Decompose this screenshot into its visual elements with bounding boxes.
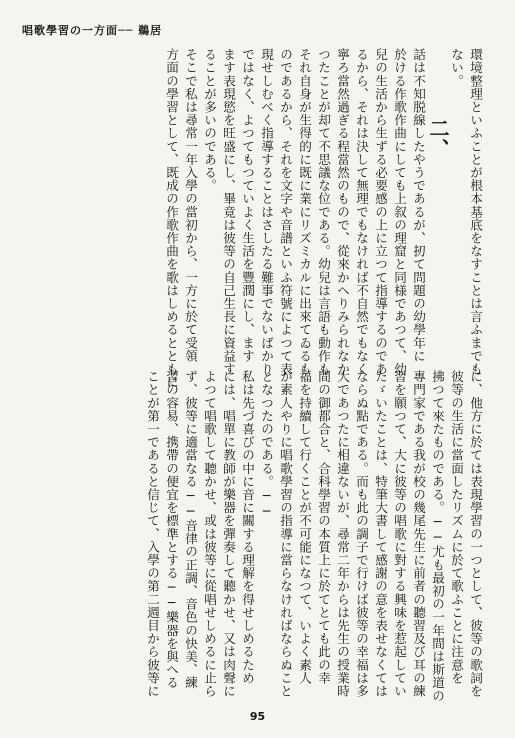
text-column: が素人やりに唱歌學習の指導に當らなければならぬこと [278, 370, 293, 698]
text-column: ことが第一であると信じて、入學の第二週目から彼等に [145, 370, 160, 698]
text-column: に、他方に於ては表現學習の一つとして、彼等の歌詞を [468, 370, 483, 698]
text-column: ず、彼等に適當なる──音律の正調、音色の快美、練 [183, 370, 198, 690]
text-column: 間の御都合と、合科學習の本質上に於てとても此の幸 [316, 370, 331, 685]
text-column: つたことが却て不思議な位である。幼兒は言語も動作も [316, 48, 331, 376]
text-column: 專門家である我が校の幾尾先生に前者の聽習及び耳の練 [411, 370, 426, 698]
text-column: 環境整理といふことが根本基底をなすことは言ふまでも [468, 48, 483, 376]
text-column: 兒の生活から生ずる必要感の上に立つて指導するのであ [373, 48, 388, 376]
text-column: るから、それは決して無理でもなければ不自然でもなく [354, 48, 369, 376]
upper-text-block [162, 48, 485, 389]
text-column: たゞいたことは、特筆大書して感謝の意を表せなくては [373, 370, 388, 698]
text-column: ます表現慾を旺盛にし、畢竟は彼等の自己生長に資益す [221, 48, 236, 376]
text-column: 大であつたに相違ないが、尋常二年からは先生の授業時 [335, 370, 350, 698]
text-column: 方面の學習として、既成の作歌作曲を歌はしめるとともに [164, 48, 179, 389]
lower-text-block [143, 370, 485, 703]
text-column: 習の容易、携帶の便宜を標準とする──樂器を與へる [164, 370, 179, 690]
text-column: 拂つて來たものである。──尤も最初の一年間は斯道の [430, 370, 445, 703]
text-column: 於ける作歌作曲にしても上叙の理窟と同様であつて、幼 [392, 48, 407, 376]
text-column: それ自身が生得的に既に業にリズミカルに出來てゐるも [297, 48, 312, 376]
text-column: には、唱單に教師が樂器を彈奏して聽かせ、又は肉聲に [221, 370, 236, 698]
text-column: ない。 [449, 48, 464, 88]
text-column: 現せしむべく指導することはさしたる難事でないばかり [259, 48, 274, 376]
running-head: 唱歌學習の一方面── 鵜居 [22, 24, 163, 37]
page-number: 95 [249, 710, 266, 723]
text-column: よつて唱歌して聽かせ、或は彼等に從唱せしめるに止ら [202, 370, 217, 698]
text-column: 私は先づ喜びの中に音に關する理解を得せしめるため [240, 370, 255, 685]
text-column: そこで私は尋常一年入學の當初から、一方に於て受領 [183, 48, 198, 363]
section-heading: 二、 [426, 118, 450, 159]
text-column: 話は不知脱線したやうであるが、扨て問題の幼學年に [411, 48, 426, 363]
text-column: ることが多いのである。 [202, 48, 217, 193]
text-column: 福を持續して行くことが不可能になつて、いよく素人 [297, 370, 312, 685]
text-column: 寧ろ當然過ぎる程當然のもので、從來かへりみられなか [335, 48, 350, 376]
text-column: 彼等の生活に當面したリズムに於て歌ふことに注意を [449, 370, 464, 685]
text-column: ではなく、よつてもつていよく生活を豐潤にし、ます [240, 48, 255, 363]
text-column: 習を願つて、大に彼等の唱歌に對する興味を惹起してい [392, 370, 407, 698]
text-column: ならぬ點である。而も此の調子で行けば彼等の幸福は多 [354, 370, 369, 698]
text-column: のであるから、それを文字や音譜といふ符號によつて表 [278, 48, 293, 376]
text-column: となつたのである。── [259, 370, 274, 519]
